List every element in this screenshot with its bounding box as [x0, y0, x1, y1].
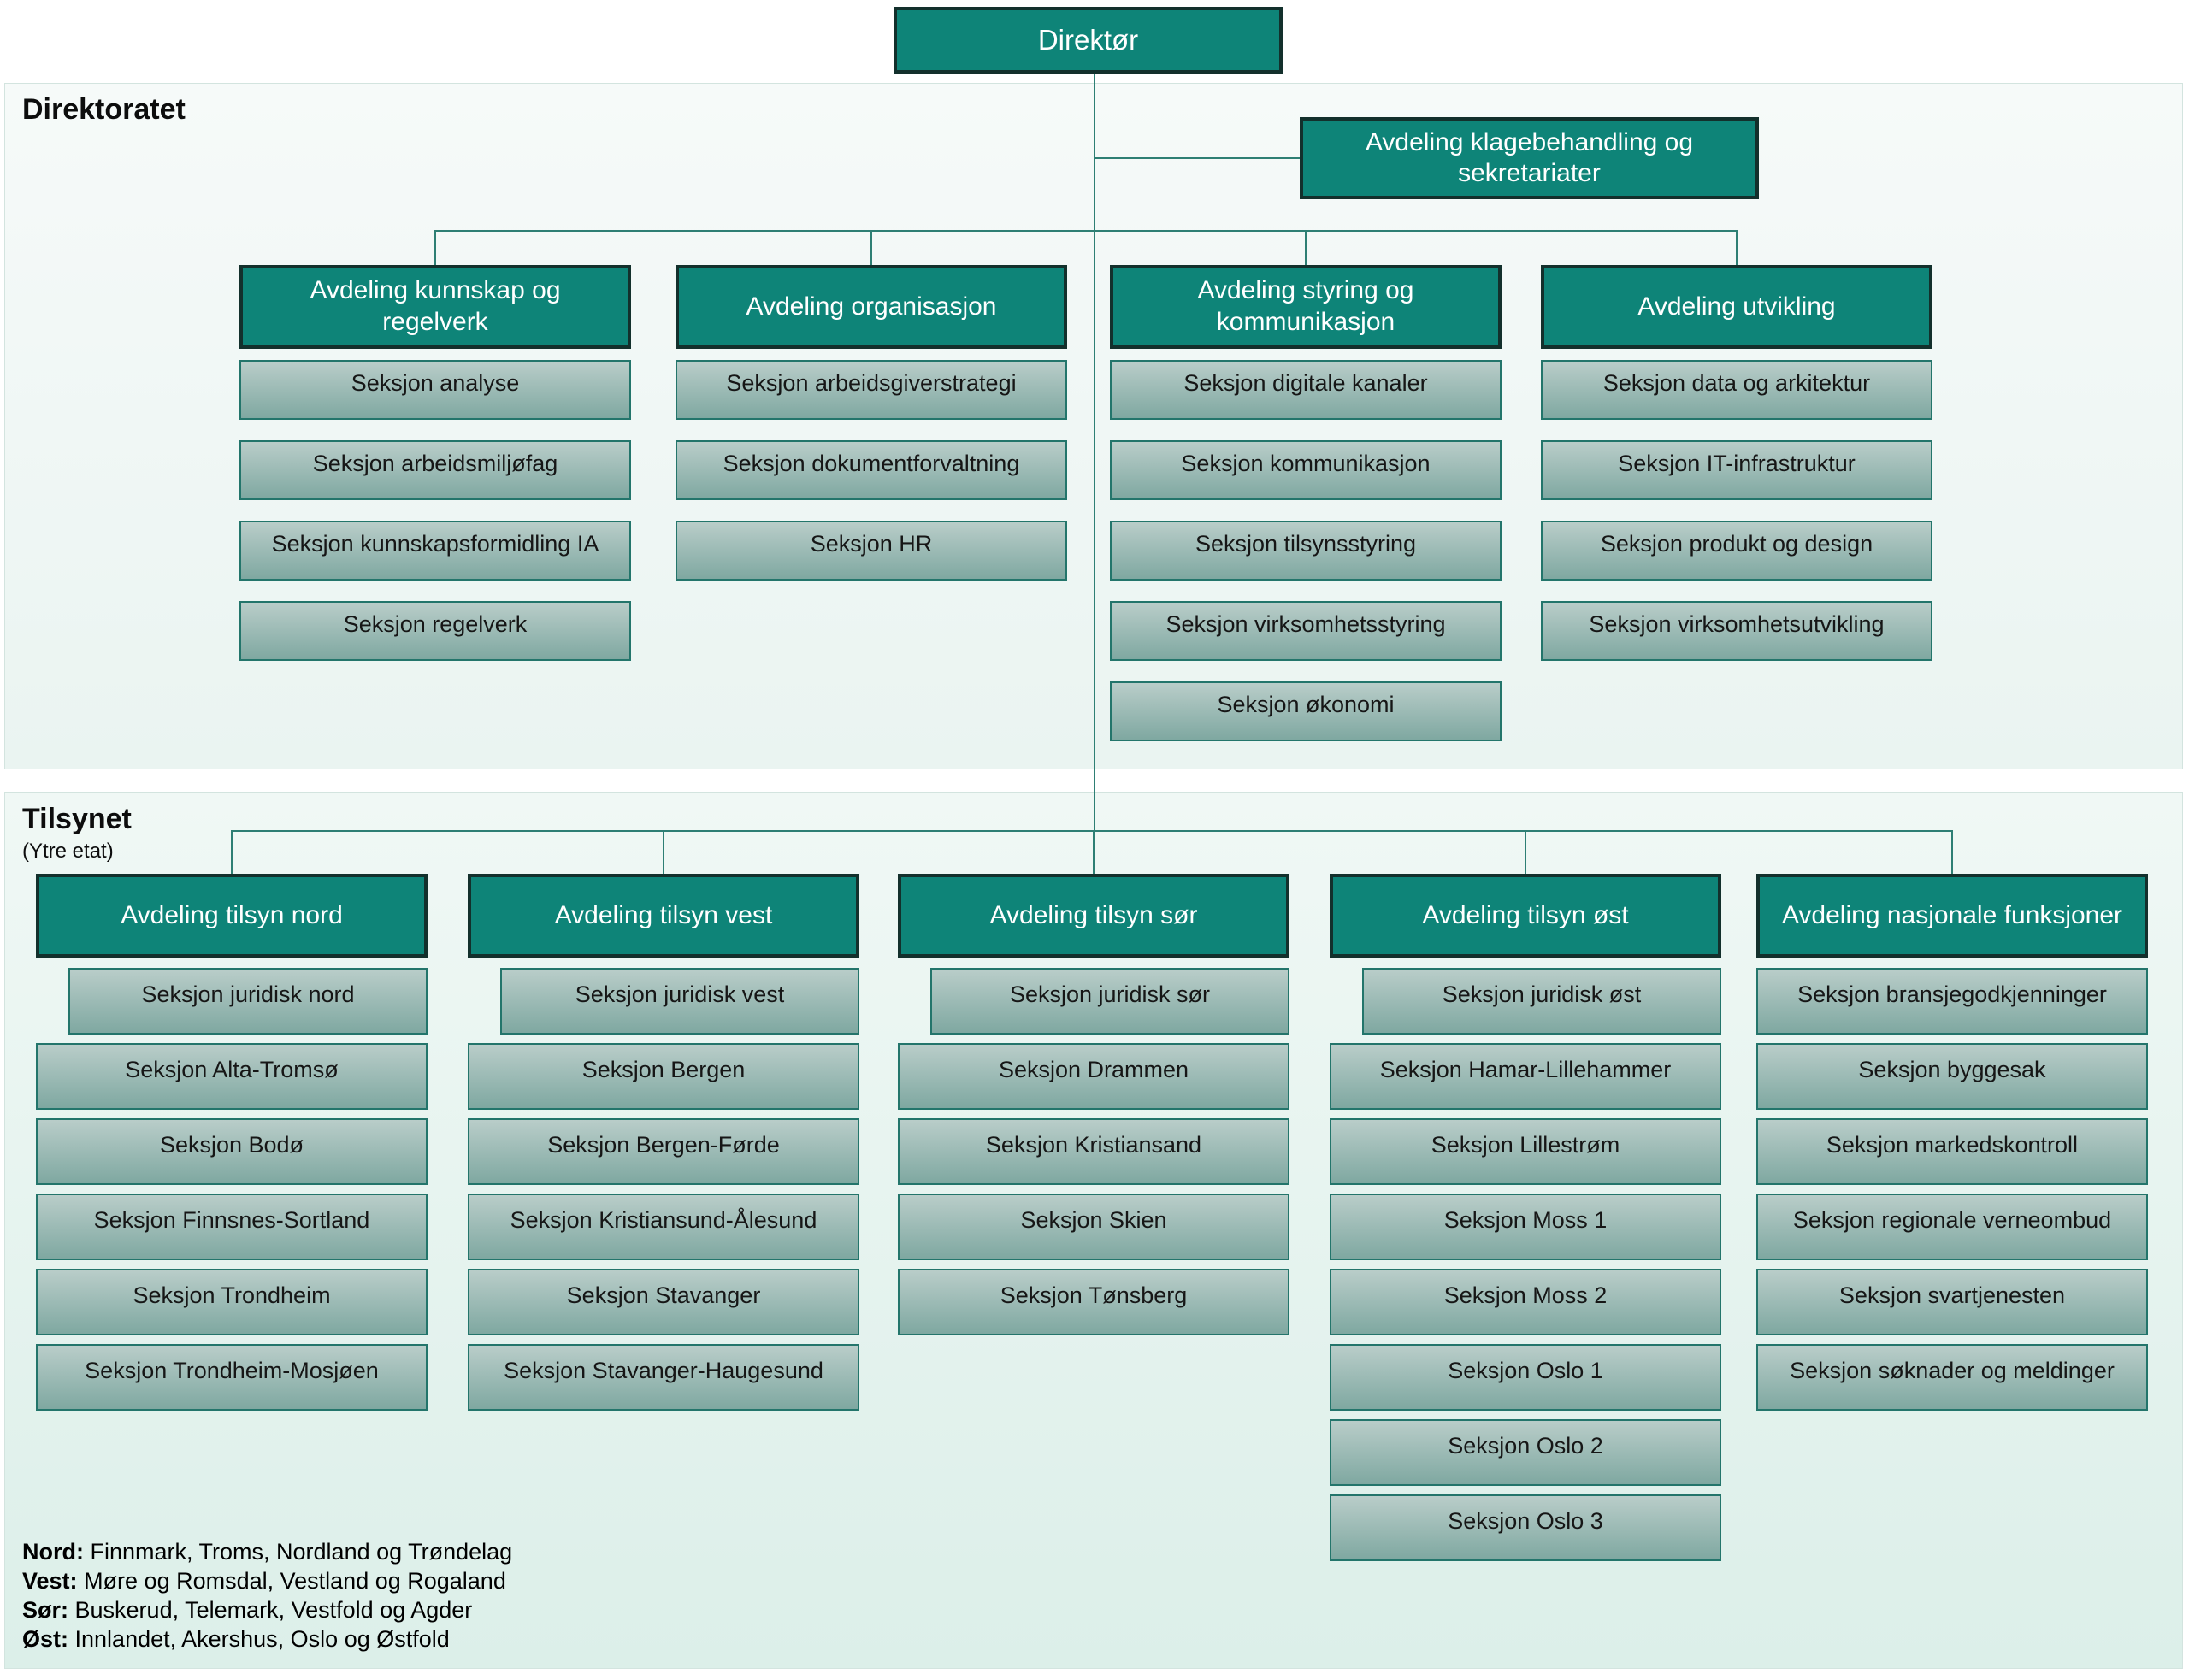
- connector-stub: [1093, 830, 1094, 874]
- section-box: Seksjon Bodø: [36, 1118, 428, 1185]
- connector-stub: [1736, 230, 1738, 265]
- legend-text: Finnmark, Troms, Nordland og Trøndelag: [90, 1539, 513, 1565]
- column-styring-og-kommunikasjon: [1110, 265, 1502, 741]
- connector-stub: [434, 230, 436, 265]
- section-box: Seksjon kommunikasjon: [1110, 440, 1502, 500]
- region-legend: [22, 1537, 512, 1653]
- section-box: Seksjon Finnsnes-Sortland: [36, 1194, 428, 1260]
- connector-klage-line: [1094, 157, 1300, 159]
- section-box: Seksjon Bergen-Førde: [468, 1118, 859, 1185]
- section-box: Seksjon arbeidsmiljøfag: [239, 440, 631, 500]
- avdeling-klagebehandling-box: Avdeling klagebehandling og sekretariater: [1300, 117, 1759, 199]
- section-box: Seksjon IT-infrastruktur: [1541, 440, 1932, 500]
- avdeling-header: Avdeling styring og kommunikasjon: [1110, 265, 1502, 349]
- section-box: Seksjon Kristiansand: [898, 1118, 1289, 1185]
- section-box: Seksjon Oslo 3: [1330, 1494, 1721, 1561]
- section-box: Seksjon Moss 2: [1330, 1269, 1721, 1335]
- section-box: Seksjon regelverk: [239, 601, 631, 661]
- section-box: Seksjon økonomi: [1110, 681, 1502, 741]
- section-box: Seksjon Lillestrøm: [1330, 1118, 1721, 1185]
- column-kunnskap-og-regelverk: [239, 265, 631, 661]
- section-box: Seksjon Tønsberg: [898, 1269, 1289, 1335]
- avdeling-header: Avdeling organisasjon: [676, 265, 1067, 349]
- legend-line-nord: [22, 1537, 512, 1566]
- section-box: Seksjon Hamar-Lillehammer: [1330, 1043, 1721, 1110]
- legend-line-sor: [22, 1595, 512, 1624]
- legend-line-ost: [22, 1624, 512, 1653]
- connector-stub: [1305, 230, 1307, 265]
- connector-trunk-line: [1094, 74, 1095, 875]
- legend-text: Innlandet, Akershus, Oslo og Østfold: [74, 1626, 450, 1652]
- column-tilsyn-sor: [898, 874, 1289, 1335]
- direktoratet-label: Direktoratet: [22, 93, 186, 126]
- avdeling-header: Avdeling tilsyn sør: [898, 874, 1289, 958]
- section-box: Seksjon Oslo 1: [1330, 1344, 1721, 1411]
- tilsynet-label: Tilsynet: [22, 803, 132, 835]
- section-box: Seksjon juridisk nord: [68, 968, 428, 1035]
- column-tilsyn-nord: [36, 874, 428, 1411]
- avdeling-header: Avdeling tilsyn vest: [468, 874, 859, 958]
- section-box: Seksjon Drammen: [898, 1043, 1289, 1110]
- legend-region: Vest:: [22, 1568, 78, 1594]
- section-box: Seksjon analyse: [239, 360, 631, 420]
- legend-region: Sør:: [22, 1597, 68, 1623]
- section-box: Seksjon markedskontroll: [1756, 1118, 2148, 1185]
- section-box: Seksjon dokumentforvaltning: [676, 440, 1067, 500]
- section-box: Seksjon virksomhetsutvikling: [1541, 601, 1932, 661]
- avdeling-header: Avdeling kunnskap og regelverk: [239, 265, 631, 349]
- section-box: Seksjon Oslo 2: [1330, 1419, 1721, 1486]
- legend-region: Øst:: [22, 1626, 68, 1652]
- connector-stub: [870, 230, 872, 265]
- section-box: Seksjon Alta-Tromsø: [36, 1043, 428, 1110]
- section-box: Seksjon HR: [676, 521, 1067, 581]
- section-box: Seksjon arbeidsgiverstrategi: [676, 360, 1067, 420]
- section-box: Seksjon Bergen: [468, 1043, 859, 1110]
- tilsynet-sublabel: (Ytre etat): [22, 840, 114, 863]
- connector-tilsynet-hline: [231, 830, 1953, 832]
- connector-stub: [1525, 830, 1526, 874]
- section-box: Seksjon søknader og meldinger: [1756, 1344, 2148, 1411]
- section-box: Seksjon data og arkitektur: [1541, 360, 1932, 420]
- avdeling-header: Avdeling tilsyn nord: [36, 874, 428, 958]
- column-organisasjon: [676, 265, 1067, 581]
- legend-line-vest: [22, 1566, 512, 1595]
- legend-text: Buskerud, Telemark, Vestfold og Agder: [74, 1597, 473, 1623]
- section-box: Seksjon virksomhetsstyring: [1110, 601, 1502, 661]
- section-box: Seksjon bransjegodkjenninger: [1756, 968, 2148, 1035]
- connector-direktoratet-hline: [434, 230, 1738, 232]
- section-box: Seksjon produkt og design: [1541, 521, 1932, 581]
- section-box: Seksjon juridisk øst: [1362, 968, 1721, 1035]
- section-box: Seksjon Stavanger: [468, 1269, 859, 1335]
- section-box: Seksjon juridisk vest: [500, 968, 859, 1035]
- connector-stub: [663, 830, 664, 874]
- direktor-box: Direktør: [894, 7, 1283, 74]
- column-tilsyn-ost: [1330, 874, 1721, 1561]
- section-box: Seksjon regionale verneombud: [1756, 1194, 2148, 1260]
- section-box: Seksjon kunnskapsformidling IA: [239, 521, 631, 581]
- column-utvikling: [1541, 265, 1932, 661]
- connector-stub: [231, 830, 233, 874]
- connector-stub: [1951, 830, 1953, 874]
- legend-text: Møre og Romsdal, Vestland og Rogaland: [84, 1568, 506, 1594]
- section-box: Seksjon Stavanger-Haugesund: [468, 1344, 859, 1411]
- section-box: Seksjon digitale kanaler: [1110, 360, 1502, 420]
- avdeling-header: Avdeling utvikling: [1541, 265, 1932, 349]
- section-box: Seksjon Moss 1: [1330, 1194, 1721, 1260]
- column-tilsyn-vest: [468, 874, 859, 1411]
- legend-region: Nord:: [22, 1539, 84, 1565]
- section-box: Seksjon Trondheim: [36, 1269, 428, 1335]
- avdeling-header: Avdeling nasjonale funksjoner: [1756, 874, 2148, 958]
- column-nasjonale-funksjoner: [1756, 874, 2148, 1411]
- section-box: Seksjon Skien: [898, 1194, 1289, 1260]
- section-box: Seksjon juridisk sør: [930, 968, 1289, 1035]
- section-box: Seksjon Trondheim-Mosjøen: [36, 1344, 428, 1411]
- section-box: Seksjon byggesak: [1756, 1043, 2148, 1110]
- section-box: Seksjon svartjenesten: [1756, 1269, 2148, 1335]
- section-box: Seksjon tilsynsstyring: [1110, 521, 1502, 581]
- section-box: Seksjon Kristiansund-Ålesund: [468, 1194, 859, 1260]
- avdeling-header: Avdeling tilsyn øst: [1330, 874, 1721, 958]
